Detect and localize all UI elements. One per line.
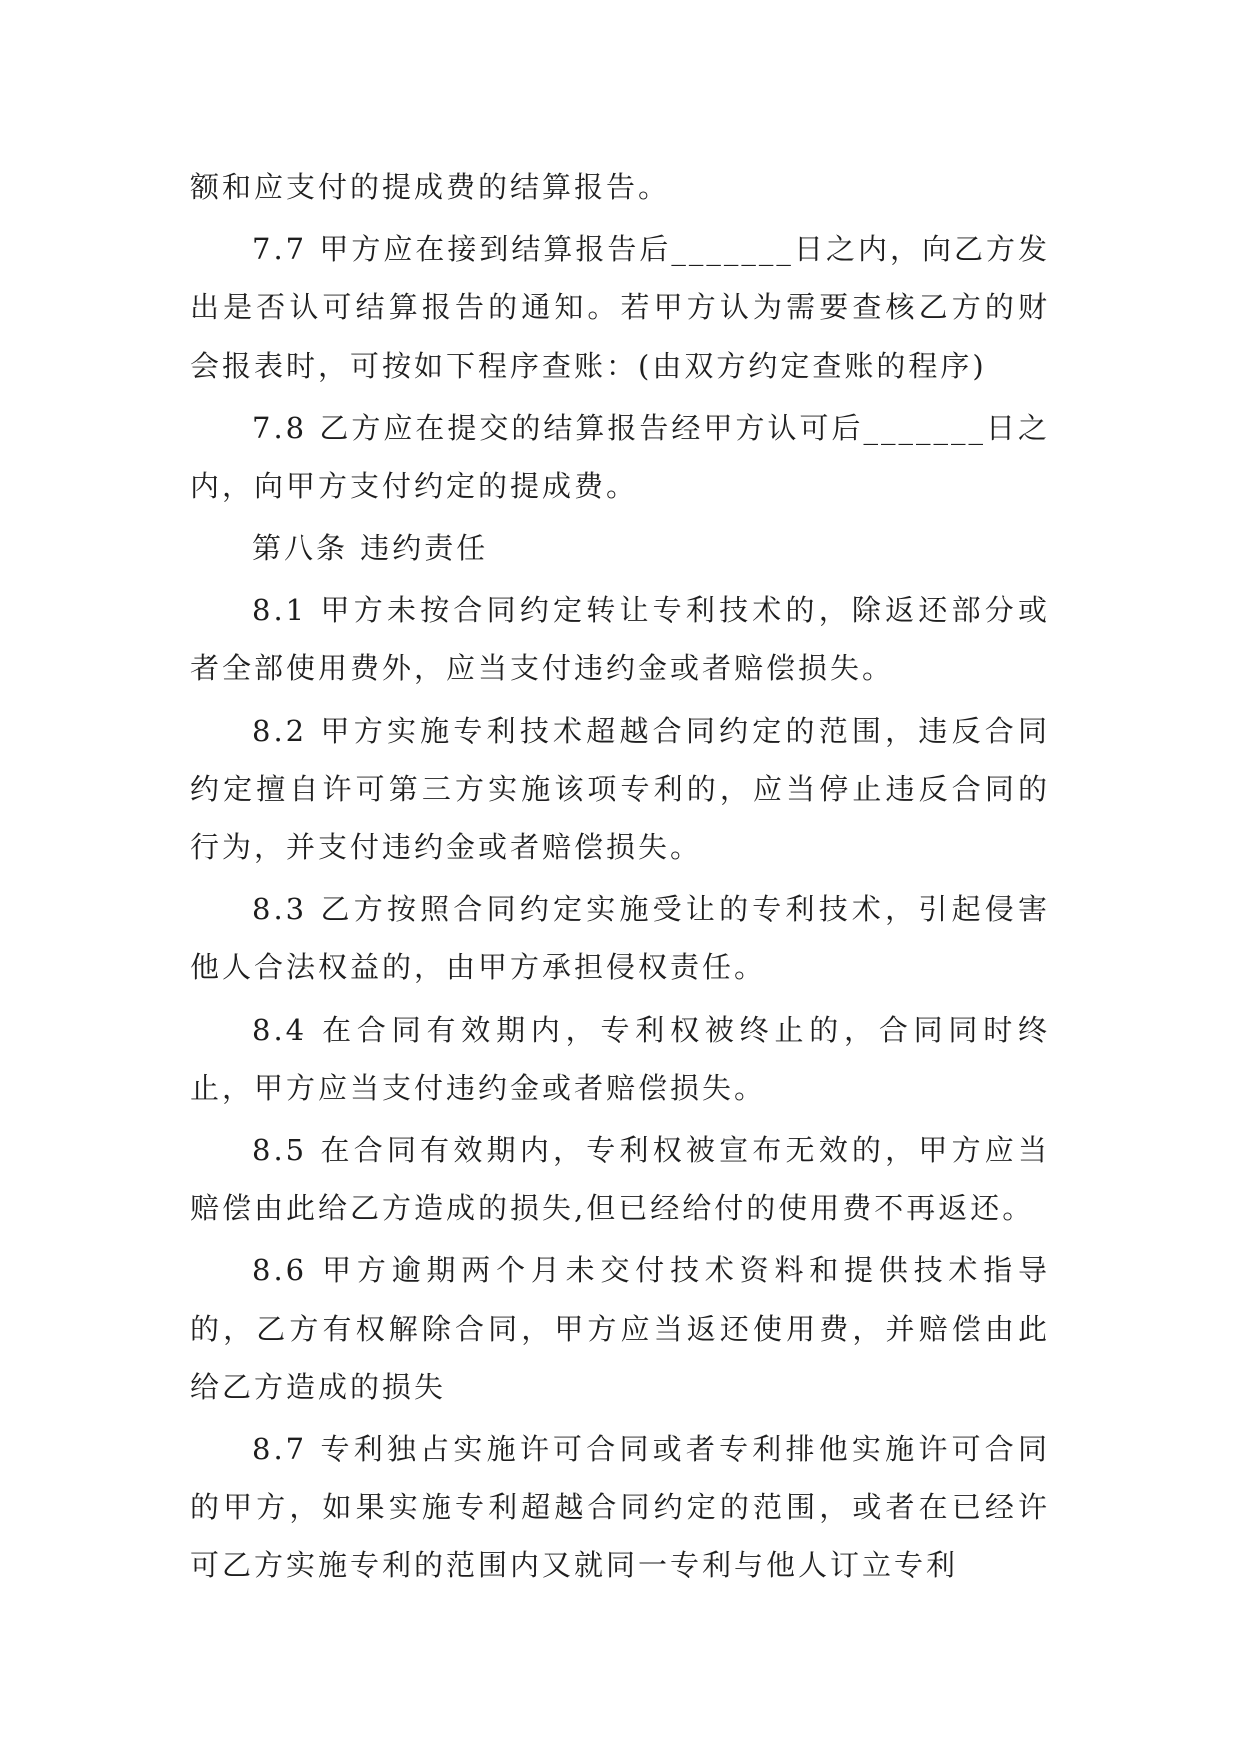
paragraph-8-7: 8.7 专利独占实施许可合同或者专利排他实施许可合同的甲方，如果实施专利超越合同约定的范围，或者在已经许可乙方实施专利的范围内又就同一专利与他人订立专利 bbox=[190, 1432, 1050, 1583]
paragraph-8-1: 8.1 甲方未按合同约定转让专利技术的，除返还部分或者全部使用费外，应当支付违约金或者赔偿损失。 bbox=[190, 593, 1050, 686]
paragraph-8-3: 8.3 乙方按照合同约定实施受让的专利技术，引起侵害他人合法权益的，由甲方承担侵权责任。 bbox=[190, 892, 1050, 985]
paragraph-7-8: 7.8 乙方应在提交的结算报告经甲方认可后_______日之内，向甲方支付约定的提成费。 bbox=[190, 410, 1050, 504]
paragraph-7-7: 7.7 甲方应在接到结算报告后_______日之内，向乙方发出是否认可结算报告的通知。若甲方认为需要查核乙方的财会报表时，可按如下程序查账：(由双方约定查账的程序) bbox=[190, 232, 1050, 383]
document-body bbox=[190, 158, 1050, 1599]
paragraph-8-2: 8.2 甲方实施专利技术超越合同约定的范围，违反合同约定擅自许可第三方实施该项专利的，应当停止违反合同的行为，并支付违约金或者赔偿损失。 bbox=[190, 713, 1050, 865]
paragraph-8-6: 8.6 甲方逾期两个月未交付技术资料和提供技术指导的，乙方有权解除合同，甲方应当返还使用费，并赔偿由此给乙方造成的损失 bbox=[190, 1253, 1050, 1404]
paragraph-8-4: 8.4 在合同有效期内，专利权被终止的，合同同时终止，甲方应当支付违约金或者赔偿损失。 bbox=[190, 1012, 1050, 1105]
paragraph-8-5: 8.5 在合同有效期内，专利权被宣布无效的，甲方应当赔偿由此给乙方造成的损失,但已经给付的使用费不再返还。 bbox=[190, 1133, 1050, 1226]
section-heading-article-8: 第八条 违约责任 bbox=[252, 531, 489, 566]
paragraph-continuation: 额和应支付的提成费的结算报告。 bbox=[190, 170, 671, 204]
